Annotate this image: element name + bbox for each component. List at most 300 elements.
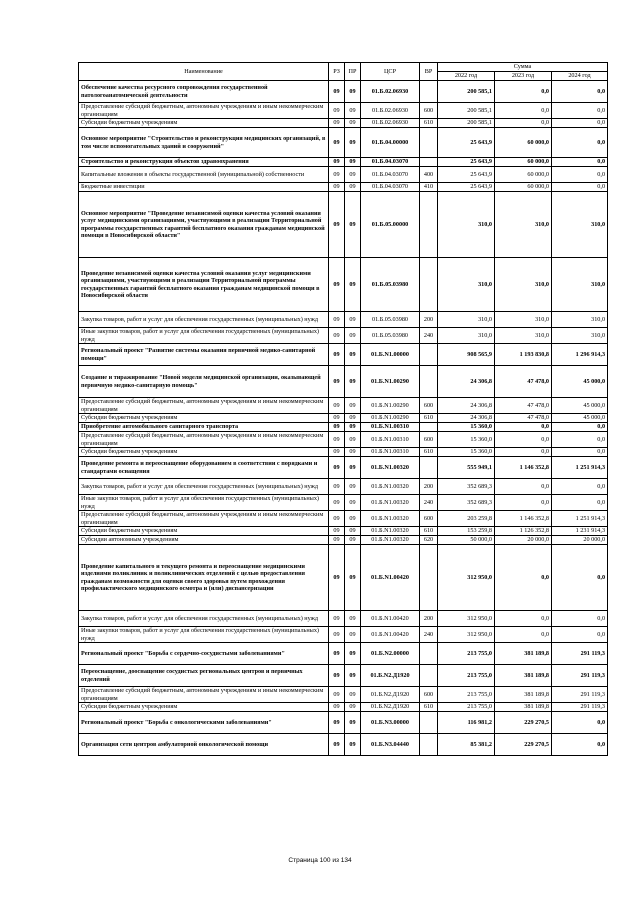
row-vr [420, 545, 438, 611]
row-sum-2022: 25 643,9 [438, 183, 495, 192]
row-sum-2024: 20 000,0 [552, 536, 608, 545]
row-pr: 09 [345, 258, 361, 312]
row-sum-2024: 0,0 [552, 627, 608, 643]
row-name: Региональный проект "Борьба с сердечно-сосудистыми заболеваниями" [79, 643, 329, 665]
row-csr: 01.Б.05.03980 [361, 312, 420, 328]
row-vr [420, 366, 438, 398]
row-rz: 09 [329, 258, 345, 312]
table-row [79, 183, 608, 192]
table-row [79, 511, 608, 527]
row-csr: 01.Б.N1.00320 [361, 479, 420, 495]
row-sum-2024: 0,0 [552, 183, 608, 192]
row-vr: 610 [420, 703, 438, 712]
header-csr: ЦСР [361, 63, 420, 81]
row-sum-2022: 15 360,0 [438, 423, 495, 432]
row-rz: 09 [329, 128, 345, 158]
row-sum-2023: 60 000,0 [495, 183, 552, 192]
row-pr: 09 [345, 414, 361, 423]
row-rz: 09 [329, 712, 345, 734]
table-row [79, 665, 608, 687]
row-pr: 09 [345, 128, 361, 158]
row-csr: 01.Б.05.00000 [361, 192, 420, 258]
row-rz: 09 [329, 703, 345, 712]
table-row [79, 432, 608, 448]
row-sum-2024: 0,0 [552, 495, 608, 511]
row-name: Предоставление субсидий бюджетным, автономным учреждениям и иным некоммерческим организациям [79, 398, 329, 414]
row-pr: 09 [345, 611, 361, 627]
row-vr [420, 423, 438, 432]
row-csr: 01.Б.N1.00320 [361, 457, 420, 479]
row-vr: 200 [420, 611, 438, 627]
row-pr: 09 [345, 432, 361, 448]
header-year-2022: 2022 год [438, 72, 495, 81]
row-rz: 09 [329, 536, 345, 545]
row-vr [420, 344, 438, 366]
budget-table [78, 62, 608, 756]
row-sum-2022: 908 565,9 [438, 344, 495, 366]
row-sum-2022: 310,0 [438, 192, 495, 258]
page-footer: Страница 100 из 134 [288, 857, 352, 864]
row-sum-2022: 312 950,0 [438, 611, 495, 627]
row-pr: 09 [345, 734, 361, 756]
row-name: Предоставление субсидий бюджетным, автономным учреждениям и иным некоммерческим организациям [79, 511, 329, 527]
row-sum-2022: 310,0 [438, 258, 495, 312]
row-sum-2024: 0,0 [552, 432, 608, 448]
row-sum-2022: 15 360,0 [438, 432, 495, 448]
row-sum-2023: 60 000,0 [495, 167, 552, 183]
row-sum-2022: 555 949,1 [438, 457, 495, 479]
row-sum-2023: 381 189,8 [495, 703, 552, 712]
row-name: Обеспечение качества ресурсного сопровождения государственной патологоанатомической деятельности [79, 81, 329, 103]
table-row [79, 479, 608, 495]
row-pr: 09 [345, 158, 361, 167]
table-row [79, 258, 608, 312]
row-sum-2023: 47 478,0 [495, 414, 552, 423]
row-csr: 01.Б.04.00000 [361, 128, 420, 158]
row-csr: 01.Б.N1.00420 [361, 627, 420, 643]
row-sum-2023: 0,0 [495, 103, 552, 119]
row-sum-2024: 0,0 [552, 734, 608, 756]
row-csr: 01.Б.02.06930 [361, 103, 420, 119]
row-vr: 620 [420, 536, 438, 545]
row-sum-2024: 310,0 [552, 312, 608, 328]
row-pr: 09 [345, 495, 361, 511]
row-pr: 09 [345, 643, 361, 665]
row-sum-2022: 213 755,0 [438, 703, 495, 712]
row-vr: 600 [420, 687, 438, 703]
row-csr: 01.Б.N3.00000 [361, 712, 420, 734]
row-rz: 09 [329, 479, 345, 495]
row-sum-2023: 229 270,5 [495, 712, 552, 734]
row-name: Региональный проект "Борьба с онкологическими заболеваниями" [79, 712, 329, 734]
row-rz: 09 [329, 432, 345, 448]
table-row [79, 545, 608, 611]
row-sum-2023: 229 270,5 [495, 734, 552, 756]
row-rz: 09 [329, 448, 345, 457]
row-rz: 09 [329, 734, 345, 756]
row-vr [420, 81, 438, 103]
row-pr: 09 [345, 167, 361, 183]
row-sum-2022: 312 950,0 [438, 627, 495, 643]
row-pr: 09 [345, 312, 361, 328]
table-row [79, 536, 608, 545]
row-sum-2022: 25 643,9 [438, 128, 495, 158]
table-header [79, 63, 608, 81]
header-sum: Сумма [438, 63, 608, 72]
row-sum-2024: 0,0 [552, 423, 608, 432]
row-csr: 01.Б.05.03980 [361, 328, 420, 344]
row-rz: 09 [329, 119, 345, 128]
row-sum-2024: 0,0 [552, 167, 608, 183]
row-sum-2023: 1 146 352,8 [495, 511, 552, 527]
row-rz: 09 [329, 81, 345, 103]
row-vr: 610 [420, 527, 438, 536]
row-sum-2022: 310,0 [438, 328, 495, 344]
row-name: Субсидии бюджетным учреждениям [79, 119, 329, 128]
row-pr: 09 [345, 119, 361, 128]
header-vr: ВР [420, 63, 438, 81]
row-vr: 410 [420, 183, 438, 192]
row-csr: 01.Б.N1.00320 [361, 527, 420, 536]
header-rz: РЗ [329, 63, 345, 81]
row-name: Приобретение автомобильного санитарного транспорта [79, 423, 329, 432]
table-row [79, 312, 608, 328]
row-csr: 01.Б.05.03980 [361, 258, 420, 312]
row-pr: 09 [345, 192, 361, 258]
row-name: Проведение ремонта и переоснащение оборудованием в соответствии с порядками и стандартами оснащения [79, 457, 329, 479]
table-row [79, 167, 608, 183]
row-name: Иные закупки товаров, работ и услуг для обеспечения государственных (муниципальных) нужд [79, 328, 329, 344]
row-name: Иные закупки товаров, работ и услуг для обеспечения государственных (муниципальных) нужд [79, 627, 329, 643]
row-name: Капитальные вложения в объекты государственной (муниципальной) собственности [79, 167, 329, 183]
row-sum-2023: 0,0 [495, 611, 552, 627]
row-pr: 09 [345, 703, 361, 712]
row-vr: 610 [420, 448, 438, 457]
table-row [79, 448, 608, 457]
row-sum-2024: 0,0 [552, 479, 608, 495]
row-rz: 09 [329, 167, 345, 183]
row-sum-2024: 1 231 914,3 [552, 527, 608, 536]
row-pr: 09 [345, 687, 361, 703]
row-csr: 01.Б.N1.00320 [361, 495, 420, 511]
table-row [79, 398, 608, 414]
row-sum-2023: 310,0 [495, 192, 552, 258]
row-name: Предоставление субсидий бюджетным, автономным учреждениям и иным некоммерческим организациям [79, 687, 329, 703]
row-rz: 09 [329, 643, 345, 665]
table-row [79, 627, 608, 643]
row-sum-2024: 291 119,3 [552, 643, 608, 665]
row-csr: 01.Б.04.03070 [361, 167, 420, 183]
row-rz: 09 [329, 183, 345, 192]
table-row [79, 457, 608, 479]
row-pr: 09 [345, 344, 361, 366]
row-sum-2023: 1 193 830,8 [495, 344, 552, 366]
table-row [79, 734, 608, 756]
table-row [79, 119, 608, 128]
row-name: Закупка товаров, работ и услуг для обеспечения государственных (муниципальных) нужд [79, 611, 329, 627]
row-rz: 09 [329, 665, 345, 687]
row-sum-2022: 25 643,9 [438, 158, 495, 167]
header-name: Наименование [79, 63, 329, 81]
row-csr: 01.Б.04.03070 [361, 183, 420, 192]
row-rz: 09 [329, 414, 345, 423]
table-row [79, 344, 608, 366]
row-sum-2024: 310,0 [552, 328, 608, 344]
row-sum-2023: 0,0 [495, 81, 552, 103]
row-sum-2024: 0,0 [552, 81, 608, 103]
row-rz: 09 [329, 158, 345, 167]
row-pr: 09 [345, 545, 361, 611]
row-vr [420, 712, 438, 734]
row-name: Закупка товаров, работ и услуг для обеспечения государственных (муниципальных) нужд [79, 479, 329, 495]
table-row [79, 366, 608, 398]
row-csr: 01.Б.02.06930 [361, 119, 420, 128]
row-sum-2023: 0,0 [495, 448, 552, 457]
row-rz: 09 [329, 344, 345, 366]
row-sum-2024: 291 119,3 [552, 703, 608, 712]
row-sum-2022: 352 689,3 [438, 495, 495, 511]
row-pr: 09 [345, 665, 361, 687]
row-vr: 600 [420, 511, 438, 527]
row-pr: 09 [345, 536, 361, 545]
table-row [79, 423, 608, 432]
row-vr [420, 192, 438, 258]
row-rz: 09 [329, 527, 345, 536]
row-sum-2024: 0,0 [552, 545, 608, 611]
row-vr: 600 [420, 398, 438, 414]
row-csr: 01.Б.N1.00420 [361, 611, 420, 627]
row-sum-2022: 310,0 [438, 312, 495, 328]
row-pr: 09 [345, 527, 361, 536]
row-csr: 01.Б.N1.00320 [361, 511, 420, 527]
row-rz: 09 [329, 328, 345, 344]
row-vr: 600 [420, 432, 438, 448]
table-row [79, 643, 608, 665]
row-sum-2024: 0,0 [552, 448, 608, 457]
row-vr: 240 [420, 495, 438, 511]
row-sum-2022: 203 259,8 [438, 511, 495, 527]
row-sum-2023: 381 189,8 [495, 643, 552, 665]
row-pr: 09 [345, 398, 361, 414]
row-rz: 09 [329, 366, 345, 398]
row-sum-2023: 0,0 [495, 423, 552, 432]
row-sum-2024: 45 000,0 [552, 414, 608, 423]
row-vr: 400 [420, 167, 438, 183]
row-rz: 09 [329, 495, 345, 511]
row-rz: 09 [329, 103, 345, 119]
row-sum-2022: 116 981,2 [438, 712, 495, 734]
row-pr: 09 [345, 457, 361, 479]
row-sum-2023: 310,0 [495, 312, 552, 328]
row-sum-2023: 0,0 [495, 119, 552, 128]
row-vr [420, 457, 438, 479]
row-vr: 200 [420, 312, 438, 328]
row-csr: 01.Б.N1.00420 [361, 545, 420, 611]
row-sum-2024: 310,0 [552, 258, 608, 312]
row-pr: 09 [345, 627, 361, 643]
row-sum-2022: 213 755,0 [438, 665, 495, 687]
row-vr: 600 [420, 103, 438, 119]
row-sum-2022: 24 306,8 [438, 366, 495, 398]
row-sum-2024: 310,0 [552, 192, 608, 258]
row-sum-2022: 213 755,0 [438, 687, 495, 703]
table-row [79, 81, 608, 103]
row-sum-2024: 0,0 [552, 128, 608, 158]
row-name: Основное мероприятие "Строительство и реконструкция медицинских организаций, в том числе вспомогательных зданий и сооружений" [79, 128, 329, 158]
table-row [79, 414, 608, 423]
row-csr: 01.Б.N1.00290 [361, 366, 420, 398]
row-rz: 09 [329, 611, 345, 627]
row-csr: 01.Б.N2.00000 [361, 643, 420, 665]
row-csr: 01.Б.N1.00320 [361, 536, 420, 545]
row-vr [420, 643, 438, 665]
row-vr [420, 665, 438, 687]
row-name: Субсидии бюджетным учреждениям [79, 448, 329, 457]
row-sum-2024: 0,0 [552, 712, 608, 734]
row-vr: 240 [420, 328, 438, 344]
header-year-2024: 2024 год [552, 72, 608, 81]
row-rz: 09 [329, 627, 345, 643]
row-sum-2023: 47 478,0 [495, 398, 552, 414]
row-name: Иные закупки товаров, работ и услуг для обеспечения государственных (муниципальных) нужд [79, 495, 329, 511]
row-csr: 01.Б.N1.00290 [361, 398, 420, 414]
row-name: Предоставление субсидий бюджетным, автономным учреждениям и иным некоммерческим организациям [79, 103, 329, 119]
row-csr: 01.Б.N1.00290 [361, 414, 420, 423]
row-sum-2023: 0,0 [495, 545, 552, 611]
table-row [79, 495, 608, 511]
header-year-2023: 2023 год [495, 72, 552, 81]
row-csr: 01.Б.N2.Д1920 [361, 687, 420, 703]
row-rz: 09 [329, 423, 345, 432]
row-sum-2024: 291 119,3 [552, 687, 608, 703]
row-vr: 200 [420, 479, 438, 495]
row-name: Строительство и реконструкция объектов здравоохранения [79, 158, 329, 167]
row-sum-2022: 312 950,0 [438, 545, 495, 611]
table-row [79, 328, 608, 344]
row-pr: 09 [345, 448, 361, 457]
row-rz: 09 [329, 687, 345, 703]
row-sum-2023: 60 000,0 [495, 158, 552, 167]
row-pr: 09 [345, 81, 361, 103]
row-sum-2023: 20 000,0 [495, 536, 552, 545]
row-vr: 610 [420, 414, 438, 423]
row-sum-2024: 1 251 914,3 [552, 457, 608, 479]
row-vr: 610 [420, 119, 438, 128]
row-name: Проведение капитального и текущего ремонта и переоснащение медицинскими изделиями поликлиник и поликлинических отделений с целью предоставления гражданам возможности для оценки своего здоровья путем прохождения профилактического медицинского осмотра и (или) диспансеризации [79, 545, 329, 611]
table-row [79, 611, 608, 627]
row-name: Создание и тиражирование "Новой модели медицинской организации, оказывающей первичную медико-санитарную помощь" [79, 366, 329, 398]
row-csr: 01.Б.N3.04440 [361, 734, 420, 756]
row-pr: 09 [345, 712, 361, 734]
table-row [79, 103, 608, 119]
row-vr [420, 258, 438, 312]
row-sum-2023: 1 146 352,8 [495, 457, 552, 479]
row-name: Закупка товаров, работ и услуг для обеспечения государственных (муниципальных) нужд [79, 312, 329, 328]
header-pr: ПР [345, 63, 361, 81]
row-sum-2023: 310,0 [495, 258, 552, 312]
row-csr: 01.Б.N2.Д1920 [361, 703, 420, 712]
row-sum-2022: 200 585,1 [438, 119, 495, 128]
row-vr: 240 [420, 627, 438, 643]
row-sum-2024: 291 119,3 [552, 665, 608, 687]
row-sum-2024: 1 296 914,3 [552, 344, 608, 366]
row-sum-2022: 153 259,8 [438, 527, 495, 536]
row-csr: 01.Б.N1.00310 [361, 432, 420, 448]
row-pr: 09 [345, 183, 361, 192]
row-name: Организация сети центров амбулаторной онкологической помощи [79, 734, 329, 756]
row-sum-2023: 381 189,8 [495, 665, 552, 687]
row-pr: 09 [345, 103, 361, 119]
row-sum-2022: 24 306,8 [438, 398, 495, 414]
row-name: Переоснащение, дооснащение сосудистых региональных центров и первичных отделений [79, 665, 329, 687]
row-sum-2024: 45 000,0 [552, 398, 608, 414]
row-name: Проведение независимой оценки качества условий оказания услуг медицинскими организациями, участвующими в реализации Территориальной программы государственных гарантий бесплатного оказания гражданам медицинской помощи в Новосибирской области [79, 258, 329, 312]
table-row [79, 687, 608, 703]
row-rz: 09 [329, 457, 345, 479]
row-sum-2024: 1 251 914,3 [552, 511, 608, 527]
row-vr [420, 158, 438, 167]
row-csr: 01.Б.N1.00310 [361, 423, 420, 432]
row-rz: 09 [329, 192, 345, 258]
row-sum-2022: 200 585,1 [438, 103, 495, 119]
row-vr [420, 734, 438, 756]
row-name: Субсидии бюджетным учреждениям [79, 703, 329, 712]
row-csr: 01.Б.N1.00310 [361, 448, 420, 457]
row-pr: 09 [345, 479, 361, 495]
row-csr: 01.Б.02.06930 [361, 81, 420, 103]
row-name: Бюджетные инвестиции [79, 183, 329, 192]
table-row [79, 703, 608, 712]
row-rz: 09 [329, 398, 345, 414]
row-sum-2024: 0,0 [552, 119, 608, 128]
table-row [79, 712, 608, 734]
row-sum-2022: 50 000,0 [438, 536, 495, 545]
row-csr: 01.Б.N1.00000 [361, 344, 420, 366]
row-sum-2022: 85 381,2 [438, 734, 495, 756]
row-sum-2022: 15 360,0 [438, 448, 495, 457]
row-sum-2023: 1 126 352,8 [495, 527, 552, 536]
row-csr: 01.Б.N2.Д1920 [361, 665, 420, 687]
table-row [79, 527, 608, 536]
row-sum-2023: 0,0 [495, 479, 552, 495]
row-name: Предоставление субсидий бюджетным, автономным учреждениям и иным некоммерческим организациям [79, 432, 329, 448]
row-sum-2023: 0,0 [495, 627, 552, 643]
table-row [79, 158, 608, 167]
row-sum-2024: 0,0 [552, 103, 608, 119]
row-name: Субсидии бюджетным учреждениям [79, 414, 329, 423]
row-sum-2024: 0,0 [552, 611, 608, 627]
row-pr: 09 [345, 366, 361, 398]
row-sum-2023: 0,0 [495, 432, 552, 448]
row-sum-2022: 24 306,8 [438, 414, 495, 423]
row-sum-2024: 45 000,0 [552, 366, 608, 398]
row-sum-2022: 213 755,0 [438, 643, 495, 665]
row-pr: 09 [345, 328, 361, 344]
row-rz: 09 [329, 312, 345, 328]
row-sum-2023: 47 478,0 [495, 366, 552, 398]
row-vr [420, 128, 438, 158]
table-row [79, 192, 608, 258]
table-row [79, 128, 608, 158]
row-sum-2024: 0,0 [552, 158, 608, 167]
row-name: Субсидии бюджетным учреждениям [79, 527, 329, 536]
row-sum-2023: 0,0 [495, 495, 552, 511]
row-sum-2023: 60 000,0 [495, 128, 552, 158]
row-sum-2022: 25 643,9 [438, 167, 495, 183]
row-name: Основное мероприятие "Проведение независимой оценки качества условий оказания услуг медицинскими организациями, участвующими в реализации Территориальной программы государственных гарантий бесплатного оказания гражданам медицинской помощи в Новосибирской области" [79, 192, 329, 258]
row-sum-2023: 381 189,8 [495, 687, 552, 703]
budget-table-container [78, 62, 607, 756]
